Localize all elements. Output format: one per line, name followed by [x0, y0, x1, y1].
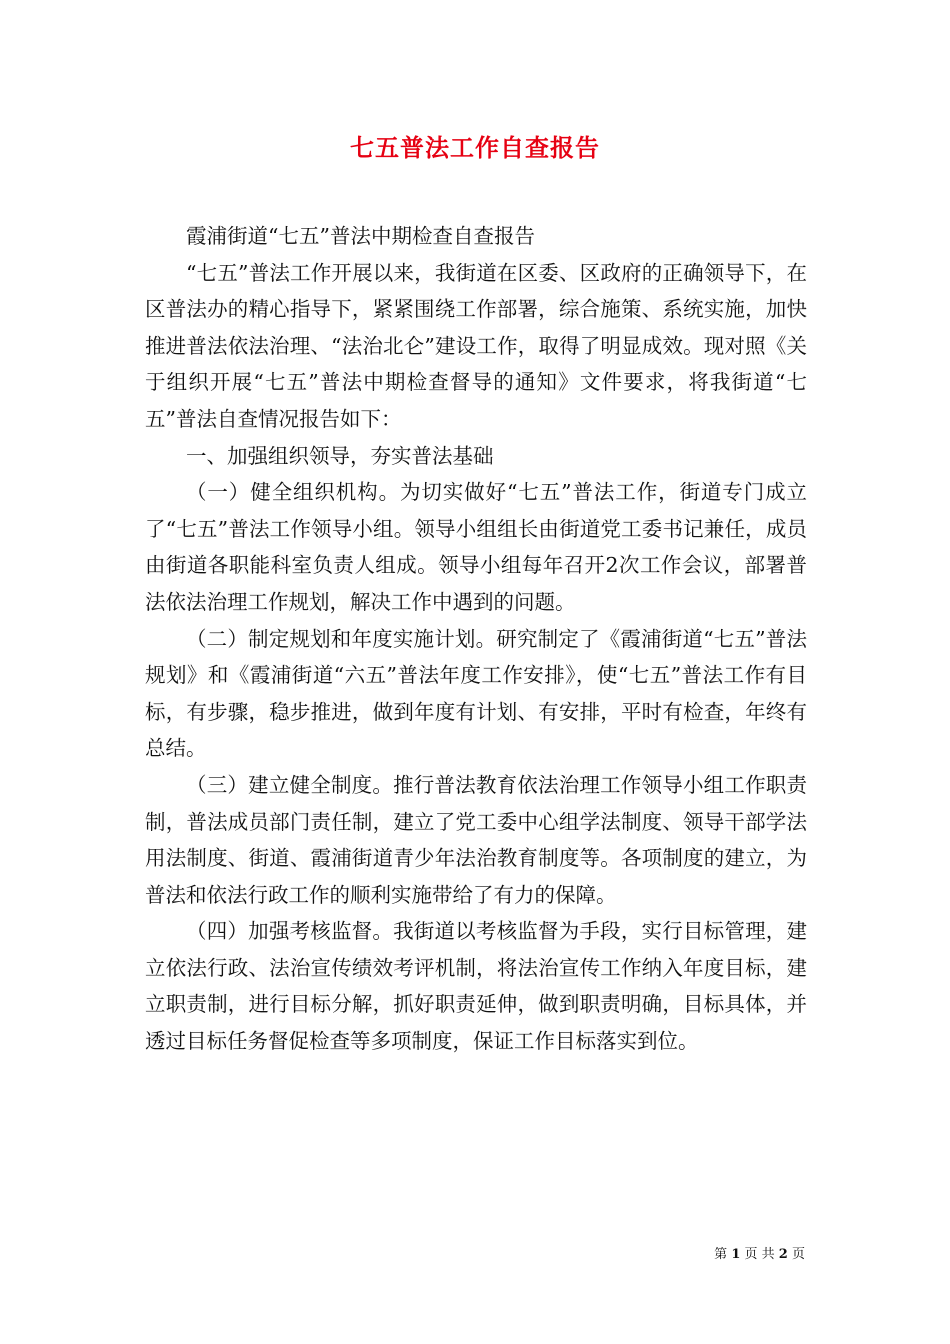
- paragraph-2: （二）制定规划和年度实施计划。研究制定了《霞浦街道“七五”普法规划》和《霞浦街道“六五”普法年度工作安排》，使“七五”普法工作有目标，有步骤，稳步推进，做到年度有计划、有安排，平时有检查，年终有总结。: [145, 626, 807, 761]
- document-subtitle: 霞浦街道“七五”普法中期检查自查报告: [186, 224, 535, 248]
- footer-prefix: 第: [714, 1247, 728, 1262]
- page-number-footer: [660, 1246, 805, 1264]
- footer-current-page: 1: [731, 1247, 741, 1262]
- section-heading-1: 一、加强组织领导，夯实普法基础: [186, 443, 494, 468]
- document-body: [145, 218, 807, 1060]
- document-title: 七五普法工作自查报告: [350, 133, 600, 162]
- footer-middle: 页 共: [744, 1247, 775, 1262]
- paragraph-intro: “七五”普法工作开展以来，我街道在区委、区政府的正确领导下，在区普法办的精心指导下，紧紧围绕工作部署，综合施策、系统实施，加快推进普法依法治理、“法治北仑”建设工作，取得了明显成效。现对照《关于组织开展“七五”普法中期检查督导的通知》文件要求，将我街道“七五”普法自查情况报告如下：: [145, 260, 807, 431]
- paragraph-1: （一）健全组织机构。为切实做好“七五”普法工作，街道专门成立了“七五”普法工作领导小组。领导小组组长由街道党工委书记兼任，成员由街道各职能科室负责人组成。领导小组每年召开2次工作会议，部署普法依法治理工作规划，解决工作中遇到的问题。: [145, 480, 807, 614]
- footer-total-pages: 2: [778, 1247, 788, 1262]
- paragraph-3: （三）建立健全制度。推行普法教育依法治理工作领导小组工作职责制，普法成员部门责任制，建立了党工委中心组学法制度、领导干部学法用法制度、街道、霞浦街道青少年法治教育制度等。各项制度的建立，为普法和依法行政工作的顺利实施带给了有力的保障。: [145, 772, 807, 907]
- footer-suffix: 页: [791, 1247, 805, 1262]
- paragraph-4: （四）加强考核监督。我街道以考核监督为手段，实行目标管理，建立依法行政、法治宣传绩效考评机制，将法治宣传工作纳入年度目标，建立职责制，进行目标分解，抓好职责延伸，做到职责明确，目标具体，并透过目标任务督促检查等多项制度，保证工作目标落实到位。: [145, 919, 807, 1054]
